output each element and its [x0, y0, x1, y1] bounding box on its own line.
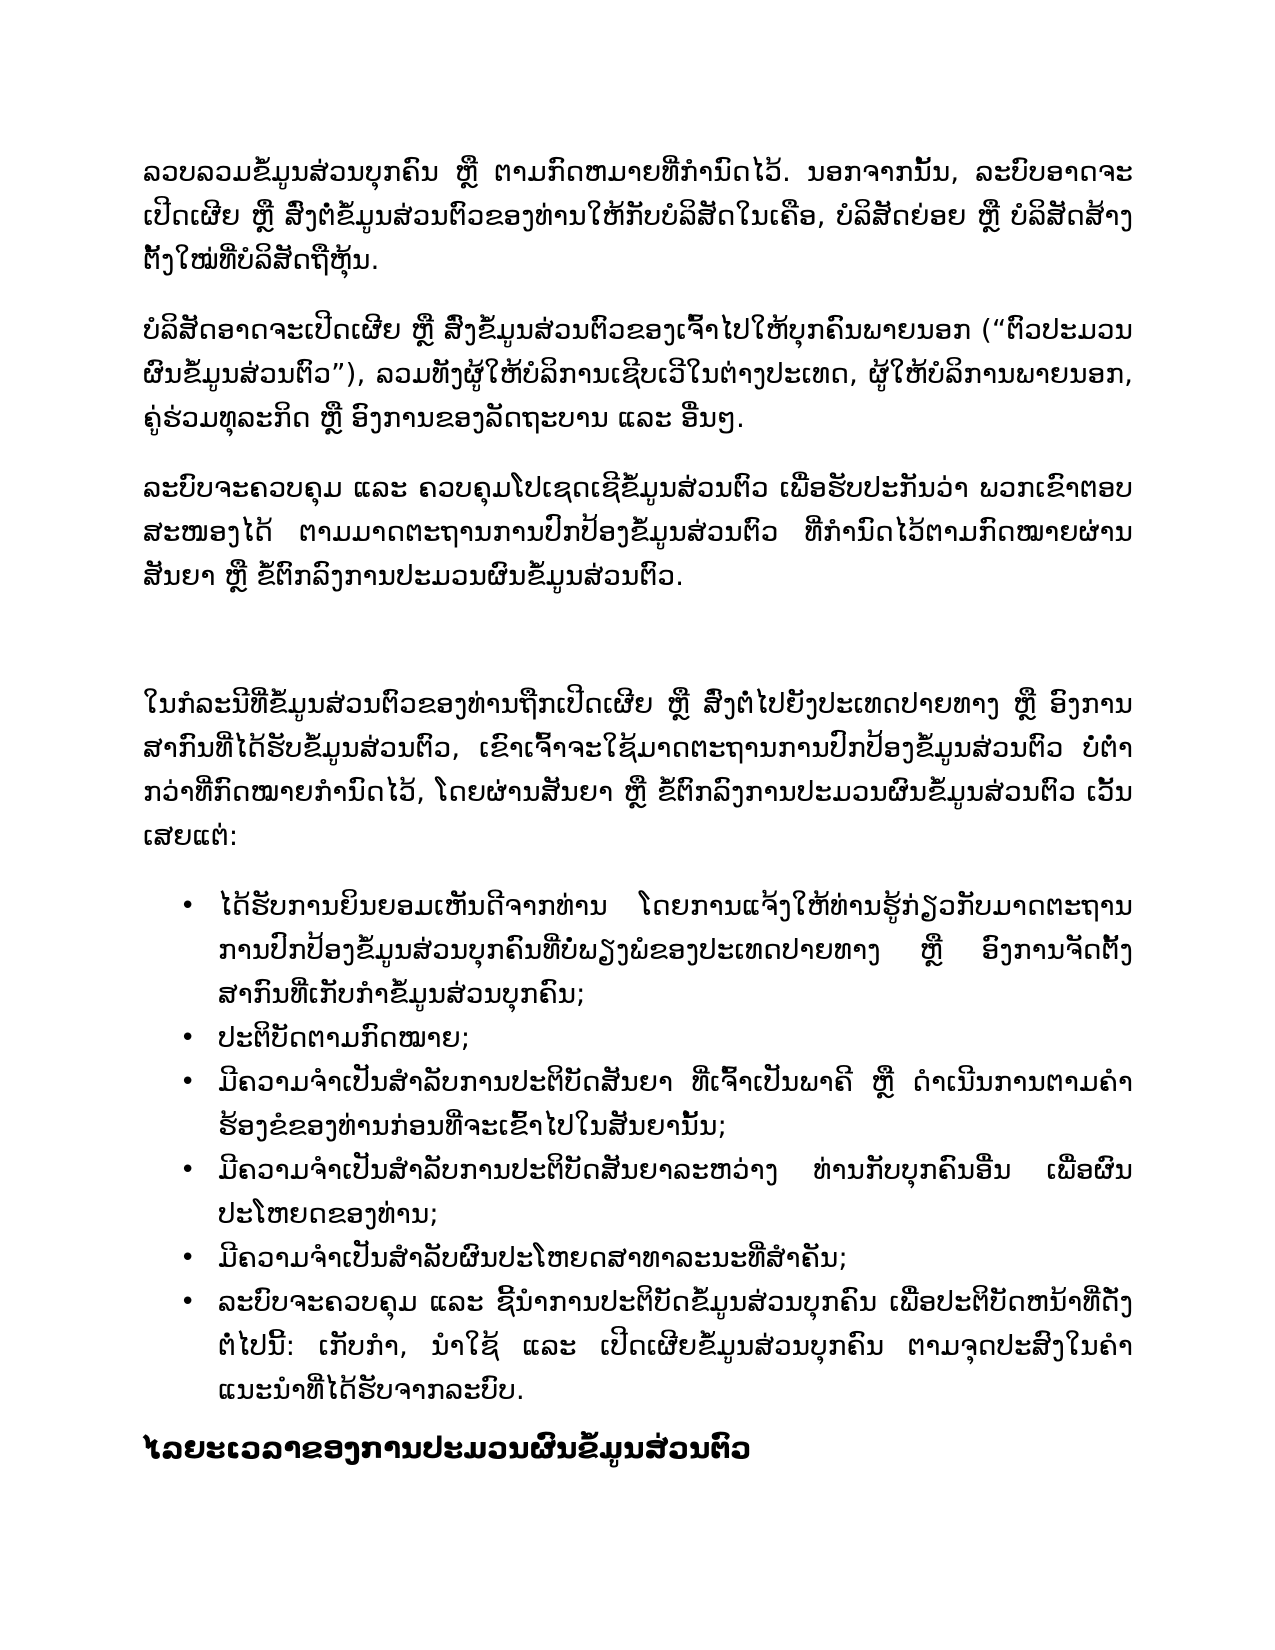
bullet-text: ມີຄວາມຈຳເປັນສຳລັບຜົນປະໂຫຍດສາທາລະນະທີ່ສຳຄັນ; [218, 1241, 848, 1274]
paragraph-2: ບໍລິສັດອາດຈະເປີດເຜີຍ ຫຼື ສົ່ງຂໍ້ມູນສ່ວນຕົວຂອງເຈົ້າໄປໃຫ້ບຸກຄົນພາຍນອກ (“ຕົວປະມວນຜົນຂໍ້ມູນສ່ວນຕົວ”), ລວມທັງຜູ້ໃຫ້ບໍລິການເຊີບເວີໃນຕ່າງປະເທດ, ຜູ້ໃຫ້ບໍລິການພາຍນອກ, ຄູ່ຮ່ວມທຸລະກິດ ຫຼື ອົງການຂອງລັດຖະບານ ແລະ ອື່ນໆ. [143, 313, 1133, 434]
bullet-list [143, 884, 1133, 1412]
paragraph-1: ລວບລວມຂໍ້ມູນສ່ວນບຸກຄົນ ຫຼື ຕາມກົດຫມາຍທີ່ກຳນົດໄວ້. ນອກຈາກນັ້ນ, ລະບົບອາດຈະເປີດເຜີຍ ຫຼື ສົ່ງຕໍ່ຂໍ້ມູນສ່ວນຕົວຂອງທ່ານໃຫ້ກັບບໍລິສັດໃນເຄືອ, ບໍລິສັດຍ່ອຍ ຫຼື ບໍລິສັດສ້າງຕັ້ງໃໝ່ທີ່ບໍລິສັດຖືຫຸ້ນ. [143, 155, 1133, 276]
bullet-item-6 [143, 1280, 1133, 1412]
bullet-icon: • [180, 1067, 196, 1097]
bullet-text: ປະຕິບັດຕາມກົດໝາຍ; [218, 1021, 471, 1054]
paragraph-4: ໃນກໍລະນີທີ່ຂໍ້ມູນສ່ວນຕົວຂອງທ່ານຖືກເປີດເຜີຍ ຫຼື ສົ່ງຕໍ່ໄປຍັງປະເທດປາຍທາງ ຫຼື ອົງການສາກົນທີ່ໄດ້ຮັບຂໍ້ມູນສ່ວນຕົວ, ເຂົາເຈົ້າຈະໃຊ້ມາດຕະຖານການປົກປ້ອງຂໍ້ມູນສ່ວນຕົວ ບໍ່ຕໍ່າກວ່າທີ່ກົດໝາຍກຳນົດໄວ້, ໂດຍຜ່ານສັນຍາ ຫຼື ຂໍ້ຕົກລົງການປະມວນຜົນຂໍ້ມູນສ່ວນຕົວ ເວັ້ນເສຍແຕ່: [143, 687, 1133, 852]
bullet-item-4 [143, 1148, 1133, 1236]
bullet-icon: • [180, 1155, 196, 1185]
bullet-item-1 [143, 884, 1133, 1016]
bullet-item-5 [143, 1236, 1133, 1280]
paragraph-3: ລະບົບຈະຄວບຄຸມ ແລະ ຄວບຄຸມໂປເຊດເຊີຂໍ້ມູນສ່ວນຕົວ ເພື່ອຮັບປະກັນວ່າ ພວກເຂົາຕອບສະໜອງໄດ້ ຕາມມາດຕະຖານການປົກປ້ອງຂໍ້ມູນສ່ວນຕົວ ທີ່ກຳນົດໄວ້ຕາມກົດໝາຍຜ່ານສັນຍາ ຫຼື ຂໍ້ຕົກລົງການປະມວນຜົນຂໍ້ມູນສ່ວນຕົວ. [143, 471, 1133, 592]
bullet-icon: • [180, 1243, 196, 1273]
bullet-item-3 [143, 1060, 1133, 1148]
bullet-text: ໄດ້ຮັບການຍິນຍອມເຫັນດີຈາກທ່ານ ໂດຍການແຈ້ງໃຫ້ທ່ານຮູ້ກ່ຽວກັບມາດຕະຖານການປົກປ້ອງຂໍ້ມູນສ່ວນບຸກຄົນທີ່ບໍ່ພຽງພໍຂອງປະເທດປາຍທາງ ຫຼື ອົງການຈັດຕັ້ງສາກົນທີ່ເກັບກຳຂໍ້ມູນສ່ວນບຸກຄົນ; [218, 889, 1133, 1010]
bullet-text: ມີຄວາມຈຳເປັນສຳລັບການປະຕິບັດສັນຍາ ທີ່ເຈົ້າເປັນພາຄີ ຫຼື ດຳເນີນການຕາມຄຳຮ້ອງຂໍຂອງທ່ານກ່ອນທີ່ຈະເຂົ້າໄປໃນສັນຍານັ້ນ; [218, 1065, 1133, 1142]
bullet-icon: • [180, 1023, 196, 1053]
bullet-item-2 [143, 1016, 1133, 1060]
bullet-icon: • [180, 1287, 196, 1317]
bullet-text: ມີຄວາມຈຳເປັນສຳລັບການປະຕິບັດສັນຍາລະຫວ່າງ ທ່ານກັບບຸກຄົນອື່ນ ເພື່ອຜົນປະໂຫຍດຂອງທ່ານ; [218, 1153, 1133, 1230]
blank-line-spacer [143, 624, 1133, 682]
section-heading: ໄລຍະເວລາຂອງການປະມວນຜົນຂໍ້ມູນສ່ວນຕົວ [143, 1431, 752, 1465]
bullet-text: ລະບົບຈະຄວບຄຸມ ແລະ ຊີ້ນຳການປະຕິບັດຂໍ້ມູນສ່ວນບຸກຄົນ ເພື່ອປະຕິບັດຫນ້າທີ່ດັ່ງຕໍ່ໄປນີ້: ເກັບກຳ, ນຳໃຊ້ ແລະ ເປີດເຜີຍຂໍ້ມູນສ່ວນບຸກຄົນ ຕາມຈຸດປະສົງໃນຄຳແນະນຳທີ່ໄດ້ຮັບຈາກລະບົບ. [218, 1285, 1133, 1406]
bullet-icon: • [180, 891, 196, 921]
